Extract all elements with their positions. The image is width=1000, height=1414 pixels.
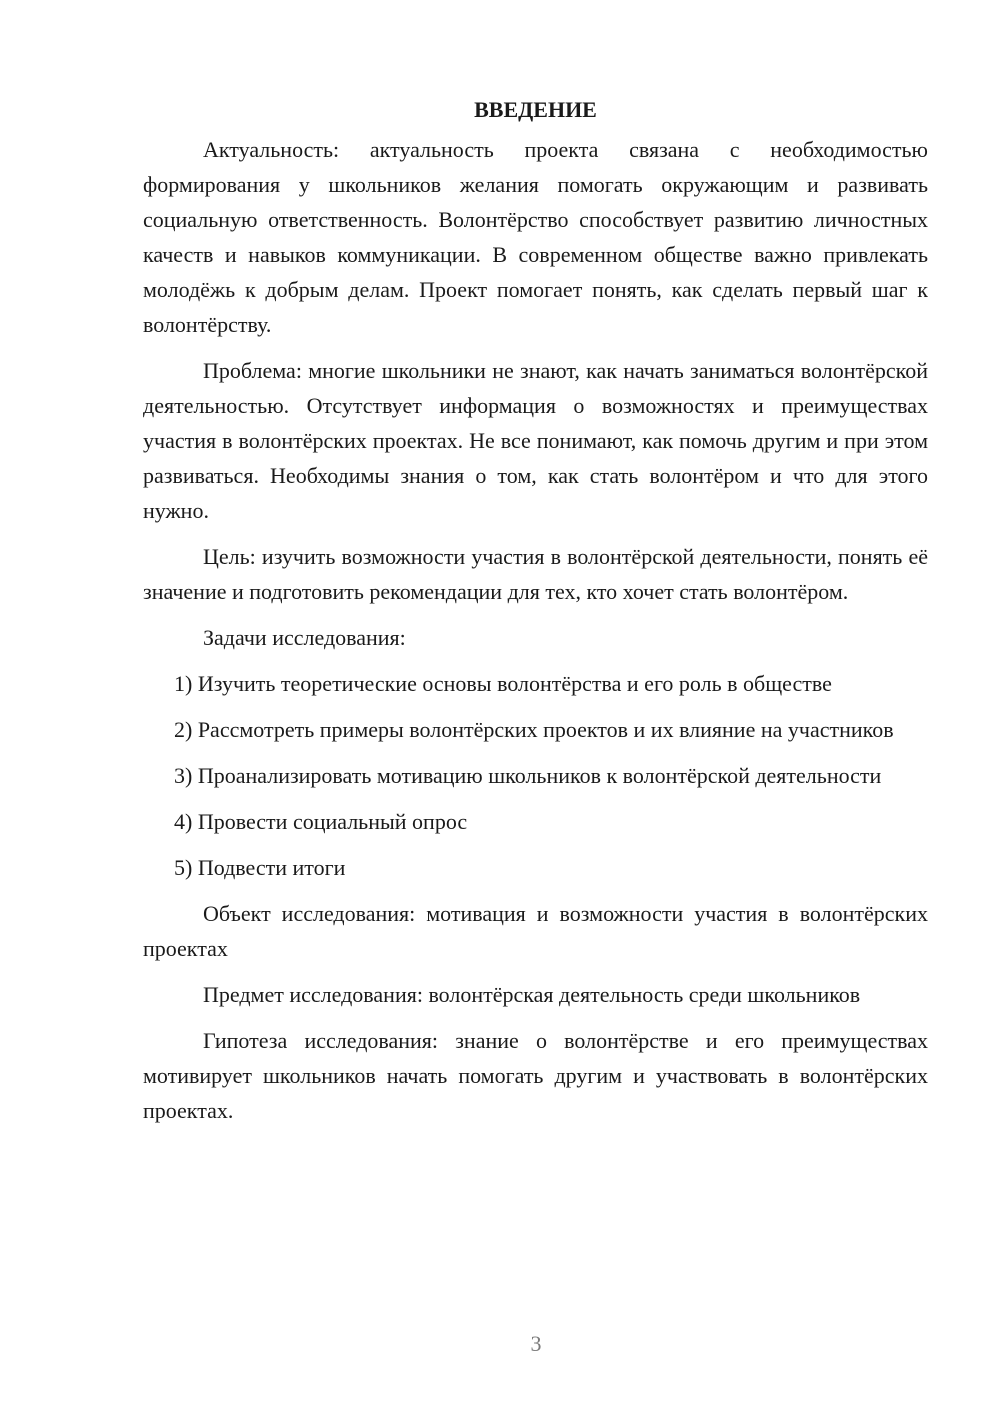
task-item-2: 2) Рассмотреть примеры волонтёрских проектов и их влияние на участников [174,717,894,742]
relevance-paragraph: Актуальность: актуальность проекта связана с необходимостью формирования у школьников желания помогать окружающим и развивать социальную ответственность. Волонтёрство способствует развитию личностных качеств и навыков коммуникации. В современном обществе важно привлекать молодёжь к добрым делам. Проект помогает понять, как сделать первый шаг к волонтёрству. [143,137,928,337]
page-content [143,92,928,1139]
task-item-5: 5) Подвести итоги [174,855,346,880]
tasks-heading: Задачи исследования: [203,625,406,650]
subject-paragraph: Предмет исследования: волонтёрская деятельность среди школьников [203,982,861,1007]
section-title: ВВЕДЕНИЕ [474,97,597,122]
task-item-1: 1) Изучить теоретические основы волонтёрства и его роль в обществе [174,671,832,696]
task-item-3: 3) Проанализировать мотивацию школьников к волонтёрской деятельности [174,763,882,788]
goal-paragraph: Цель: изучить возможности участия в волонтёрской деятельности, понять её значение и подготовить рекомендации для тех, кто хочет стать волонтёром. [143,544,928,604]
object-paragraph: Объект исследования: мотивация и возможности участия в волонтёрских проектах [143,901,928,961]
task-item-4: 4) Провести социальный опрос [174,809,468,834]
page-number: 3 [530,1331,542,1356]
problem-paragraph: Проблема: многие школьники не знают, как начать заниматься волонтёрской деятельностью. Отсутствует информация о возможностях и преимуществах участия в волонтёрских проектах. Не все понимают, как помочь другим и при этом развиваться. Необходимы знания о том, как стать волонтёром и что для этого нужно. [143,358,928,523]
hypothesis-paragraph: Гипотеза исследования: знание о волонтёрстве и его преимуществах мотивирует школьников начать помогать другим и участвовать в волонтёрских проектах. [143,1028,928,1123]
